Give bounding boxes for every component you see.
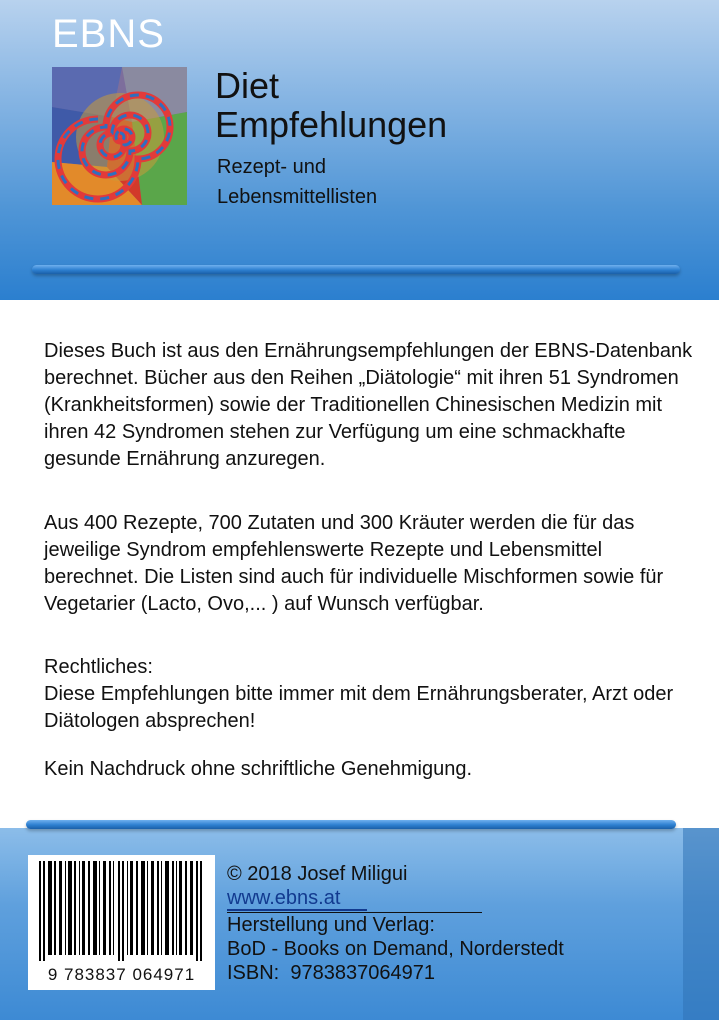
legal-section bbox=[44, 654, 694, 735]
title-line-1: Diet bbox=[215, 65, 280, 106]
brand-title: EBNS bbox=[52, 12, 165, 56]
legal-text: Diese Empfehlungen bitte immer mit dem Ernährungsberater, Arzt oder Diätologen absprechen! bbox=[44, 683, 674, 732]
top-divider bbox=[32, 265, 680, 274]
title-line-2: Empfehlungen bbox=[215, 104, 448, 145]
website-link[interactable]: www.ebns.at bbox=[227, 887, 341, 909]
copyright-line: © 2018 Josef Miligui bbox=[227, 863, 408, 885]
description-paragraph-1: Dieses Buch ist aus den Ernährungsempfehlungen der EBNS-Datenbank berechnet. Bücher aus den Reihen „Diätologie“ mit ihren 51 Syndromen (Krankheitsformen) sowie der Traditionellen Chinesischen Medizin mit ihren 42 Syndromen stehen zur Verfügung um eine schmackhafte gesunde Ernährung anzuregen. bbox=[44, 340, 693, 470]
barcode bbox=[28, 855, 215, 990]
website-underline bbox=[227, 909, 367, 911]
bottom-divider bbox=[26, 820, 676, 829]
spiral-logo bbox=[52, 67, 187, 205]
reprint-notice: Kein Nachdruck ohne schriftliche Genehmigung. bbox=[44, 758, 473, 780]
publisher-label: Herstellung und Verlag: bbox=[227, 914, 435, 936]
description-paragraph-2: Aus 400 Rezepte, 700 Zutaten und 300 Kräuter werden die für das jeweilige Syndrom empfehlenswerte Rezepte und Lebensmittel berechnet. Die Listen sind auch für individuelle Mischformen sowie für Vegetarier (Lacto, Ovo,... ) auf Wunsch verfügbar. bbox=[44, 512, 664, 615]
barcode-bars bbox=[33, 861, 210, 961]
subtitle-line-1: Rezept- und bbox=[217, 156, 326, 178]
isbn-line: ISBN: 9783837064971 bbox=[227, 962, 435, 984]
publisher-name: BoD - Books on Demand, Norderstedt bbox=[227, 938, 564, 960]
barcode-number: 9 783837 064971 bbox=[47, 965, 196, 984]
legal-heading: Rechtliches: bbox=[44, 656, 153, 678]
footer-edge-shade bbox=[683, 828, 719, 1020]
subtitle-line-2: Lebensmittellisten bbox=[217, 186, 378, 208]
